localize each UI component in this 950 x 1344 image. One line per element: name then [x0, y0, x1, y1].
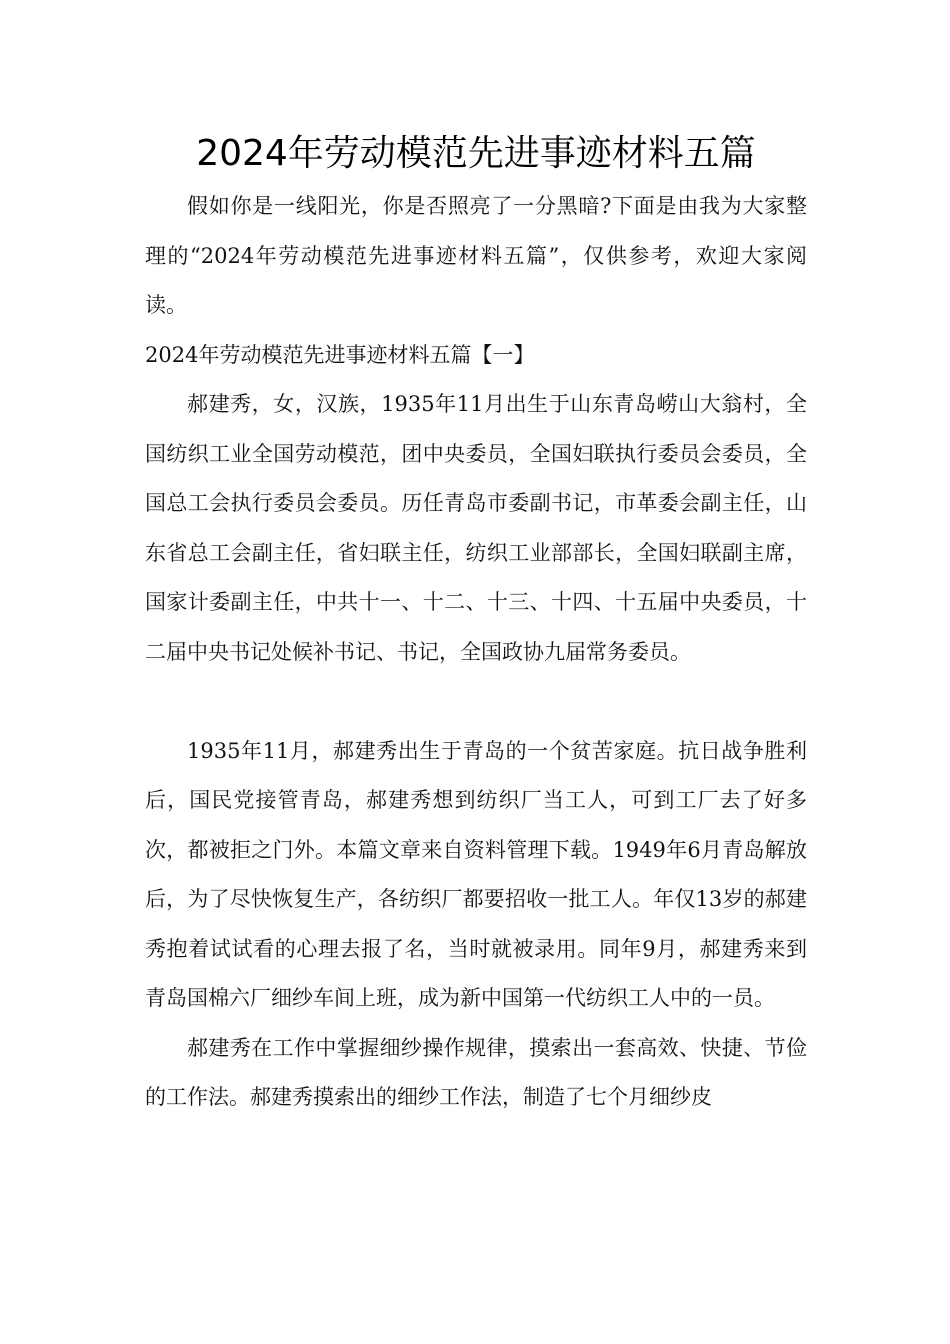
- body-paragraph-3: 郝建秀在工作中掌握细纱操作规律，摸索出一套高效、快捷、节俭的工作法。郝建秀摸索出的细纱工作法，制造了七个月细纱皮: [145, 1035, 807, 1109]
- body-paragraph-1: 郝建秀，女，汉族，1935年11月出生于山东青岛崂山大翁村，全国纺织工业全国劳动模范，团中央委员，全国妇联执行委员会委员，全国总工会执行委员会委员。历任青岛市委副书记，市革委会副主任，山东省总工会副主任，省妇联主任，纺织工业部部长，全国妇联副主席，国家计委副主任，中共十一、十二、十三、十四、十五届中央委员，十二届中央书记处候补书记、书记，全国政协九届常务委员。: [145, 392, 807, 664]
- document-title: 2024年劳动模范先进事迹材料五篇: [196, 133, 756, 174]
- paragraph-gap: [145, 677, 807, 727]
- document-page: [145, 126, 807, 1123]
- intro-paragraph: 假如你是一线阳光，你是否照亮了一分黑暗?下面是由我为大家整理的“2024年劳动模范先进事迹材料五篇”，仅供参考，欢迎大家阅读。: [145, 194, 807, 317]
- body-paragraph-2: 1935年11月，郝建秀出生于青岛的一个贫苦家庭。抗日战争胜利后，国民党接管青岛，郝建秀想到纺织厂当工人，可到工厂去了好多次，都被拒之门外。本篇文章来自资料管理下载。1949年6月青岛解放后，为了尽快恢复生产，各纺织厂都要招收一批工人。年仅13岁的郝建秀抱着试试看的心理去报了名，当时就被录用。同年9月，郝建秀来到青岛国棉六厂细纱车间上班，成为新中国第一代纺织工人中的一员。: [145, 738, 807, 1010]
- section-heading: 2024年劳动模范先进事迹材料五篇【一】: [145, 342, 535, 367]
